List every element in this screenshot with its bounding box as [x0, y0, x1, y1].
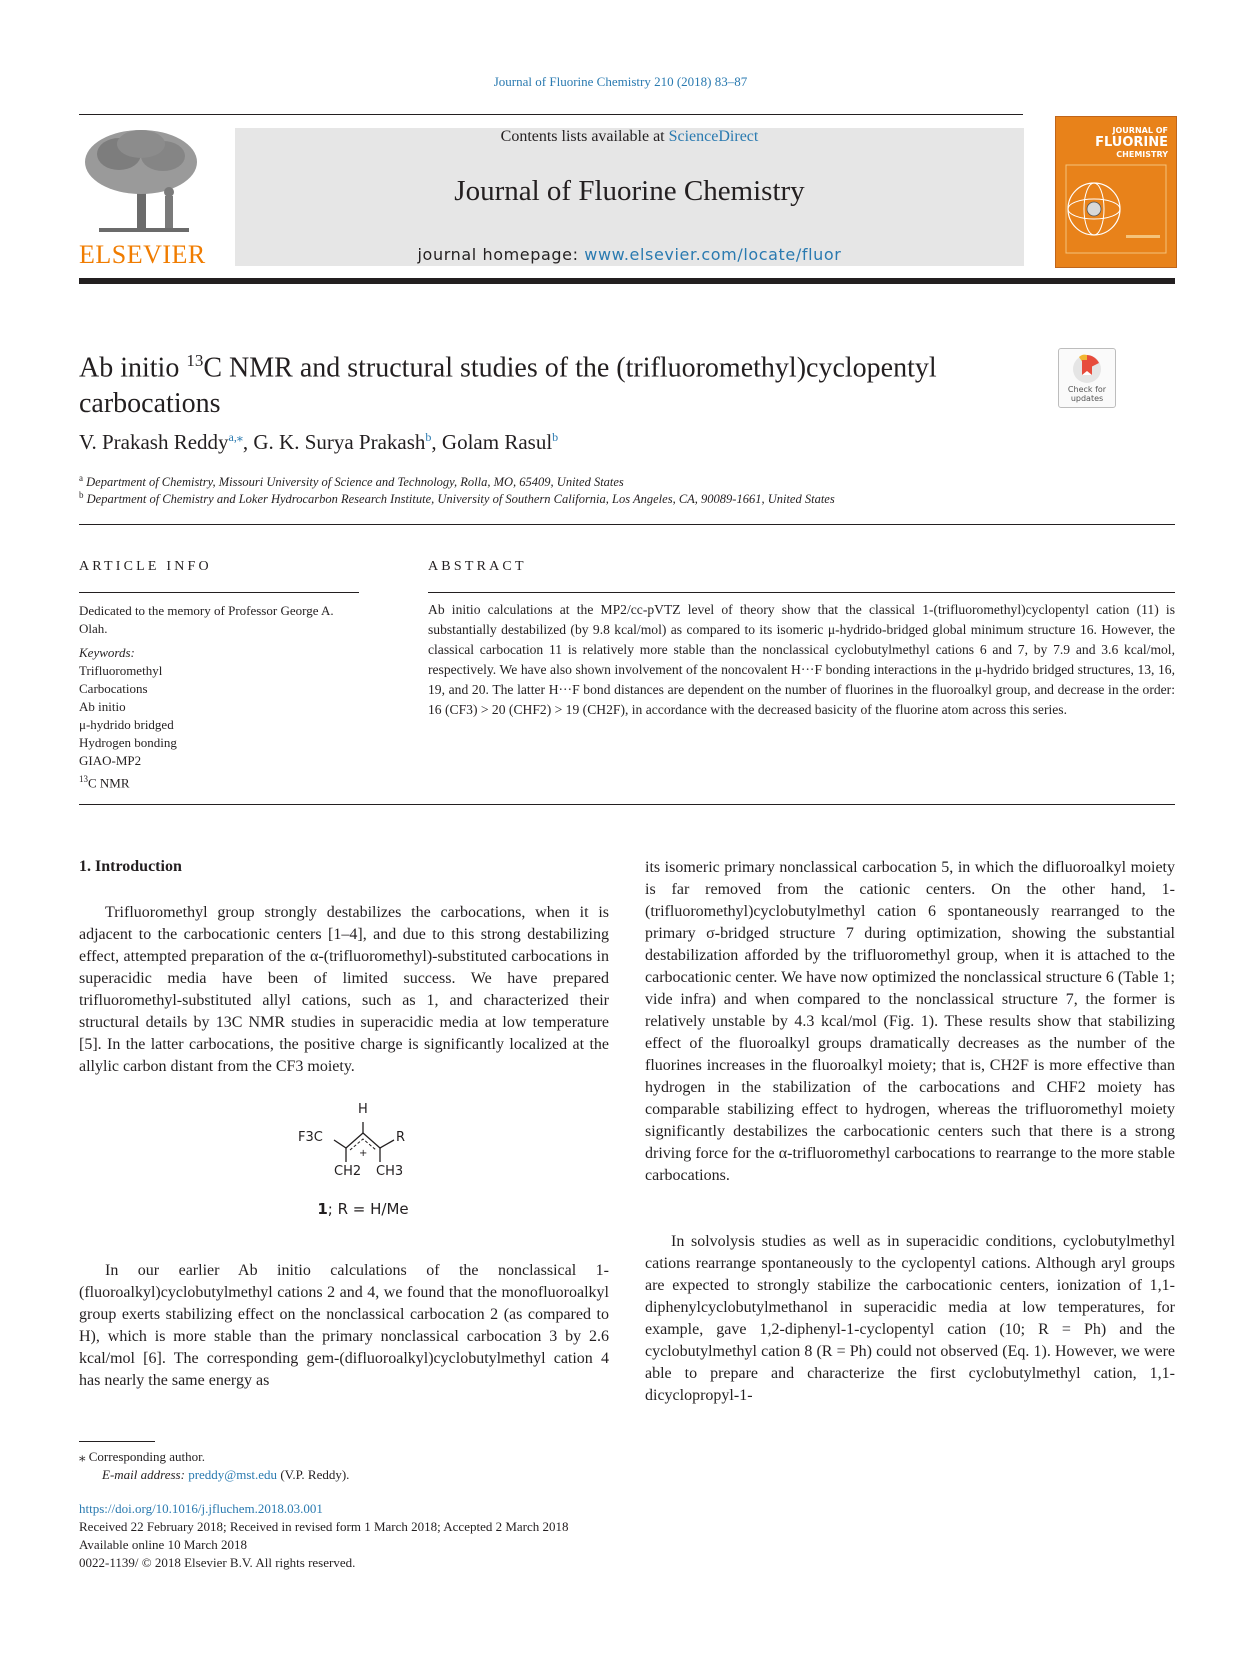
footnote-rule — [79, 1441, 155, 1442]
received-dates: Received 22 February 2018; Received in revised form 1 March 2018; Accepted 2 March 2018 — [79, 1519, 569, 1534]
email-label: E-mail address: — [102, 1467, 189, 1482]
contents-line — [235, 128, 1024, 146]
keywords-block — [79, 644, 359, 792]
author-name: V. Prakash Reddy — [79, 430, 229, 454]
cover-title-line-1: JOURNAL OF — [1112, 126, 1168, 135]
title-sup: 13 — [186, 351, 204, 370]
body-paragraph: its isomeric primary nonclassical carbocation 5, in which the difluoroalkyl moiety is far removed from the cationic centers. On the other hand, 1-(trifluoromethyl)cyclobutylmethyl cation 6 spontaneously rearranged to the primary σ-bridged structure 7 during optimization, showing the substantial destabilization afforded by the trifluoromethyl group, when it is attached to the carbocationic center. We have now optimized the nonclassical structure 6 (Table 1; vide infra) and when compared to the nonclassical structure 7, the former is relatively unstable by 4.3 kcal/mol (Fig. 1). These results show that stabilizing effect of the fluoroalkyl groups dramatically decreases as the number of the fluorines increases in the fluoroalkyl moiety; that is, CH2F is more effective than hydrogen in the stabilization of the carbocations and CHF2 moiety has comparable stabilizing effect to hydrogen, whereas the trifluoromethyl moiety significantly destabilizes the carbocationic centers such that there is a strong driving force for the α-trifluoromethyl carbocations to rearrange to the more stable carbocations. — [645, 859, 1175, 1184]
compound-1-structure — [280, 1100, 440, 1220]
label-cf3: F3C — [298, 1130, 323, 1145]
keyword: μ-hydrido bridged — [79, 717, 174, 732]
corresponding-author-note: ⁎ Corresponding author. — [79, 1449, 206, 1464]
journal-cover[interactable] — [1055, 116, 1177, 268]
email-suffix: (V.P. Reddy). — [277, 1467, 350, 1482]
homepage-line — [235, 245, 1024, 264]
keyword-sup: 13 — [79, 774, 88, 784]
keyword: Trifluoromethyl — [79, 663, 163, 678]
homepage-link[interactable]: www.elsevier.com/locate/fluor — [584, 245, 842, 264]
check-label-line-1: Check for — [1067, 385, 1107, 394]
keyword: GIAO-MP2 — [79, 753, 142, 768]
keyword: C NMR — [88, 775, 130, 791]
author-list — [79, 430, 558, 455]
homepage-prefix: journal homepage: — [417, 245, 585, 264]
caption-rest: ; R = H/Me — [327, 1200, 409, 1218]
cover-title-line-2: FLUORINE — [1095, 135, 1168, 150]
title-part-1: Ab initio — [79, 352, 187, 384]
keyword: Hydrogen bonding — [79, 735, 177, 750]
sciencedirect-link[interactable]: ScienceDirect — [668, 128, 759, 145]
divider — [79, 524, 1175, 525]
label-ch2: CH2 — [334, 1164, 362, 1179]
affiliation-mark: a — [79, 473, 83, 483]
label-h: H — [358, 1102, 368, 1117]
author-separator: , — [242, 430, 254, 454]
author-affiliation-mark[interactable]: b — [425, 430, 432, 444]
body-paragraph: Trifluoromethyl group strongly destabilizes the carbocations, when it is adjacent to the carbocationic centers [1–4], and due to this strong destabilizing effect, attempted preparation of the α-(trifluoromethyl)-substituted carbocations in superacidic media have been of limited success. We have prepared trifluoromethyl-substituted allyl cations, such as 1, and characterized their structural details by 13C NMR studies in superacidic media at low temperature [5]. In the latter carbocations, the positive charge is significantly localized at the allylic carbon distant from the CF3 moiety. — [79, 904, 609, 1075]
keyword: Carbocations — [79, 681, 148, 696]
article-title — [79, 343, 1039, 422]
divider — [428, 592, 1175, 593]
bookmark-icon — [1059, 351, 1115, 387]
cover-title-line-3: CHEMISTRY — [1116, 150, 1168, 159]
doi-link[interactable]: https://doi.org/10.1016/j.jfluchem.2018.03.001 — [79, 1501, 323, 1516]
keyword: Ab initio — [79, 699, 126, 714]
header-thick-rule — [79, 278, 1175, 284]
author-name: Golam Rasul — [441, 430, 553, 454]
email-link[interactable]: preddy@mst.edu — [188, 1467, 278, 1482]
body-paragraph: In our earlier Ab initio calculations of the nonclassical 1-(fluoroalkyl)cyclobutylmethyl cations 2 and 4, we found that the monofluoroalkyl group exerts stabilizing effect on the nonclassical carbocation 2 (as compared to H), which is more stable than the primary nonclassical carbocation 3 by 2.6 kcal/mol [6]. The corresponding gem-(difluoroalkyl)cyclobutylmethyl cation 4 has nearly the same energy as — [79, 1262, 609, 1389]
online-date: Available online 10 March 2018 — [79, 1537, 247, 1552]
abstract-text: Ab initio calculations at the MP2/cc-pVTZ level of theory show that the classical 1-(trifluoromethyl)cyclopentyl cation (11) is substantially destabilized (by 9.8 kcal/mol) as compared to its isomeric μ-hydrido-bridged global minimum structure 16. However, the classical carbocation 11 is relatively more stable than the nonclassical cyclobutylmethyl cations 6 and 7, by 7.9 and 3.6 kcal/mol, respectively. We have also shown involvement of the noncovalent H···F bonding interactions in the μ-hydrido bridged structures, 13, 16, 19, and 20. The latter H···F bond distances are dependent on the number of fluorines in the fluoroalkyl group, and decrease in the order: 16 (CF3) > 20 (CHF2) > 19 (CH2F), in accordance with the decreased basicity of the fluorine atom across this series. — [428, 602, 1175, 717]
title-part-2: C NMR and structural studies of the (trifluoromethyl)cyclopentyl carbocations — [79, 352, 937, 420]
affiliation-mark: b — [79, 490, 84, 500]
check-label-line-2: updates — [1070, 394, 1104, 403]
affiliation-text: Department of Chemistry, Missouri University of Science and Technology, Rolla, MO, 65409, United States — [86, 475, 624, 490]
elsevier-wordmark: ELSEVIER — [79, 240, 206, 269]
affiliation-b — [79, 490, 835, 507]
divider — [79, 804, 1175, 805]
journal-title: Journal of Fluorine Chemistry — [454, 175, 805, 207]
copyright: 0022-1139/ © 2018 Elsevier B.V. All rights reserved. — [79, 1555, 356, 1570]
check-for-updates-badge[interactable] — [1058, 348, 1116, 408]
divider — [79, 592, 359, 593]
label-r: R — [396, 1130, 406, 1145]
keyword-nmr — [79, 770, 359, 792]
author-name: G. K. Surya Prakash — [253, 430, 426, 454]
author-separator: , — [431, 430, 442, 454]
structure-caption — [308, 1200, 418, 1218]
label-ch3: CH3 — [376, 1164, 404, 1179]
article-info-heading: ARTICLE INFO — [79, 559, 212, 574]
top-rule — [79, 114, 1023, 115]
label-plus: + — [359, 1148, 368, 1159]
tree-icon — [79, 126, 203, 236]
journal-reference[interactable]: Journal of Fluorine Chemistry 210 (2018) 83–87 — [493, 74, 748, 89]
contents-prefix: Contents lists available at — [500, 128, 669, 145]
dedication: Dedicated to the memory of Professor George A. Olah. — [79, 603, 334, 636]
author-affiliation-mark[interactable]: b — [552, 430, 559, 444]
abstract-heading: ABSTRACT — [428, 559, 527, 574]
email-line — [102, 1467, 349, 1483]
section-heading: 1. Introduction — [79, 858, 182, 875]
body-paragraph: In solvolysis studies as well as in superacidic conditions, cyclobutylmethyl cations rearrange spontaneously to the cyclopentyl cations. Although aryl groups are expected to strongly stabilize the carbocationic centers, ionization of 1,1-diphenylcyclobutylmethanol in superacidic media at low temperatures, for example, gave 1,2-diphenyl-1-cyclopentyl cation (10; R = Ph) and the cyclobutylmethyl cation 8 (R = Ph) could not observed (Eq. 1). However, we were able to prepare and characterize the first cyclobutylmethyl cation, 1,1-dicyclopropyl-1- — [645, 1233, 1175, 1404]
affiliation-text: Department of Chemistry and Loker Hydrocarbon Research Institute, University of Southern California, Los Angeles, CA, 90089-1661, United States — [86, 492, 835, 507]
author-affiliation-mark[interactable]: a,⁎ — [228, 430, 243, 444]
compound-number: 1 — [317, 1200, 328, 1218]
keywords-label: Keywords: — [79, 645, 135, 660]
atom-icon — [1056, 117, 1176, 267]
affiliation-a — [79, 473, 624, 490]
